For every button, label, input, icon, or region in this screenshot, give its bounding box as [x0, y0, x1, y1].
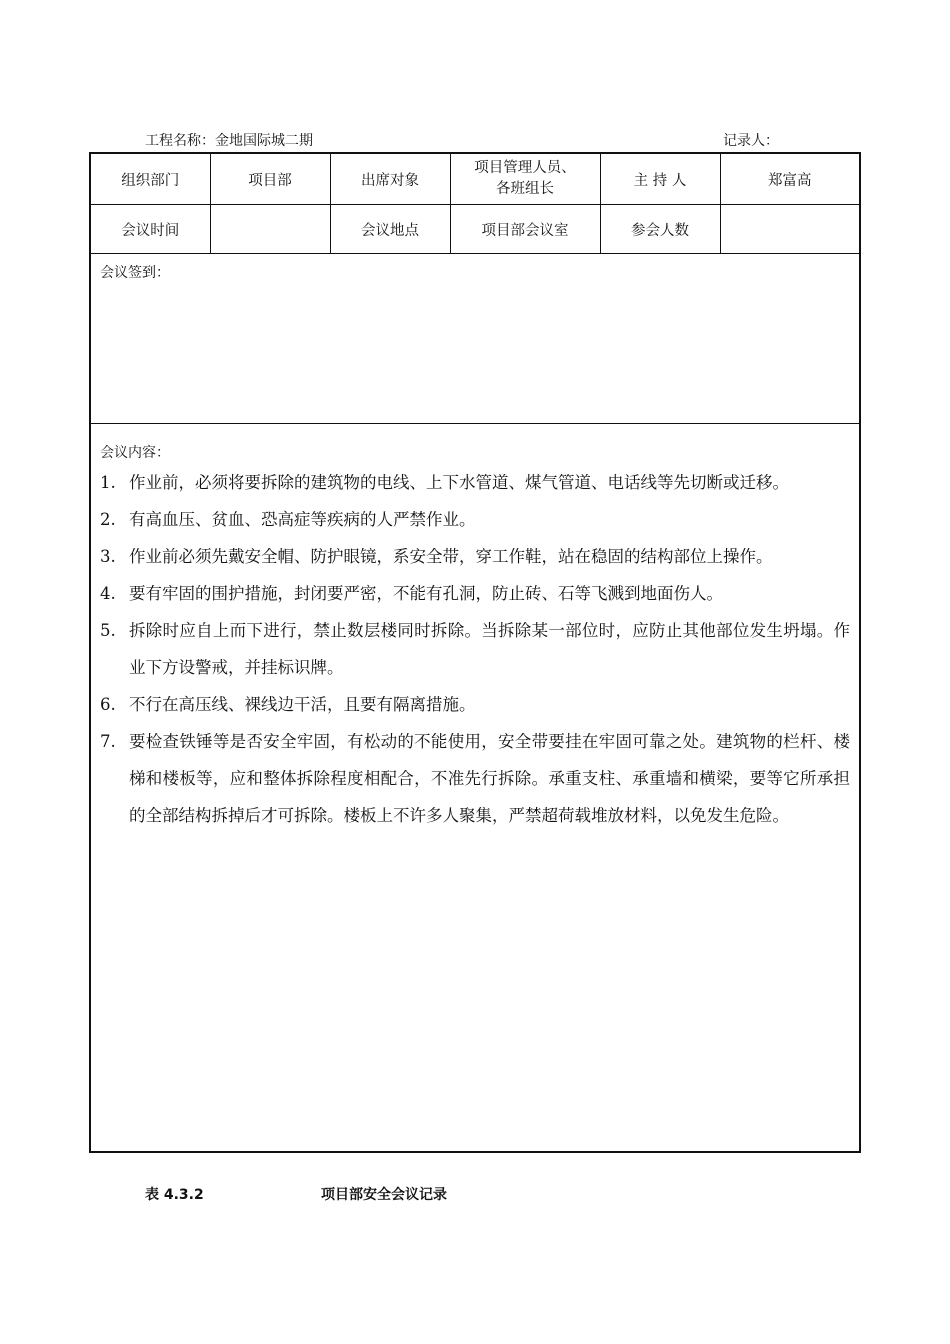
signin-section[interactable] [91, 254, 859, 424]
table-title: 项目部安全会议记录 [321, 1187, 447, 1203]
attendees-label: 出席对象 [330, 154, 450, 205]
recorder-label: 记录人： [723, 133, 779, 149]
time-label: 会议时间 [91, 205, 210, 254]
item-number: 3. [100, 547, 116, 566]
document-header [145, 130, 860, 150]
host-value[interactable]: 郑富高 [720, 154, 859, 205]
table-number: 表 4.3.2 [145, 1187, 204, 1203]
project-name: 工程名称：金地国际城二期 [145, 133, 313, 149]
place-value[interactable]: 项目部会议室 [450, 205, 600, 254]
content-section [91, 424, 859, 834]
count-value[interactable] [720, 205, 859, 254]
meeting-record-form [89, 152, 861, 1153]
list-item [100, 464, 850, 501]
org-value[interactable]: 项目部 [210, 154, 330, 205]
meeting-info-table [91, 154, 859, 254]
item-text: 拆除时应自上而下进行，禁止数层楼同时拆除。当拆除某一部位时，应防止其他部位发生坍塌。作业下方设警戒，并挂标识牌。 [129, 621, 850, 677]
place-label: 会议地点 [330, 205, 450, 254]
attendees-value-line1: 项目管理人员、 [474, 160, 576, 176]
time-value[interactable] [210, 205, 330, 254]
item-text: 要检查铁锤等是否安全牢固，有松动的不能使用，安全带要挂在牢固可靠之处。建筑物的栏杆、楼梯和楼板等，应和整体拆除程度相配合，不准先行拆除。承重支柱、承重墙和横梁，要等它所承担的全部结构拆掉后才可拆除。楼板上不许多人聚集，严禁超荷载堆放材料，以免发生危险。 [129, 732, 850, 825]
attendees-value[interactable] [450, 154, 600, 205]
info-row-1 [91, 154, 859, 205]
host-label: 主 持 人 [600, 154, 720, 205]
item-number: 6. [100, 695, 116, 714]
count-label: 参会人数 [600, 205, 720, 254]
item-number: 4. [100, 584, 116, 603]
list-item [100, 538, 850, 575]
item-text: 有高血压、贫血、恐高症等疾病的人严禁作业。 [129, 510, 476, 529]
item-number: 5. [100, 621, 116, 640]
org-label: 组织部门 [91, 154, 210, 205]
content-label: 会议内容： [100, 445, 170, 461]
list-item [100, 723, 850, 834]
content-list [100, 464, 850, 834]
info-row-2 [91, 205, 859, 254]
item-number: 2. [100, 510, 116, 529]
list-item [100, 501, 850, 538]
item-text: 作业前必须先戴安全帽、防护眼镜，系安全带，穿工作鞋，站在稳固的结构部位上操作。 [129, 547, 773, 566]
attendees-value-line2: 各班组长 [496, 181, 554, 197]
list-item [100, 575, 850, 612]
item-text: 作业前，必须将要拆除的建筑物的电线、上下水管道、煤气管道、电话线等先切断或迁移。 [129, 473, 789, 492]
item-number: 1. [100, 473, 116, 492]
item-text: 要有牢固的围护措施，封闭要严密，不能有孔洞，防止砖、石等飞溅到地面伤人。 [129, 584, 723, 603]
signin-label: 会议签到： [100, 265, 170, 281]
item-text: 不行在高压线、裸线边干活，且要有隔离措施。 [129, 695, 476, 714]
item-number: 7. [100, 732, 116, 751]
list-item [100, 686, 850, 723]
list-item [100, 612, 850, 686]
